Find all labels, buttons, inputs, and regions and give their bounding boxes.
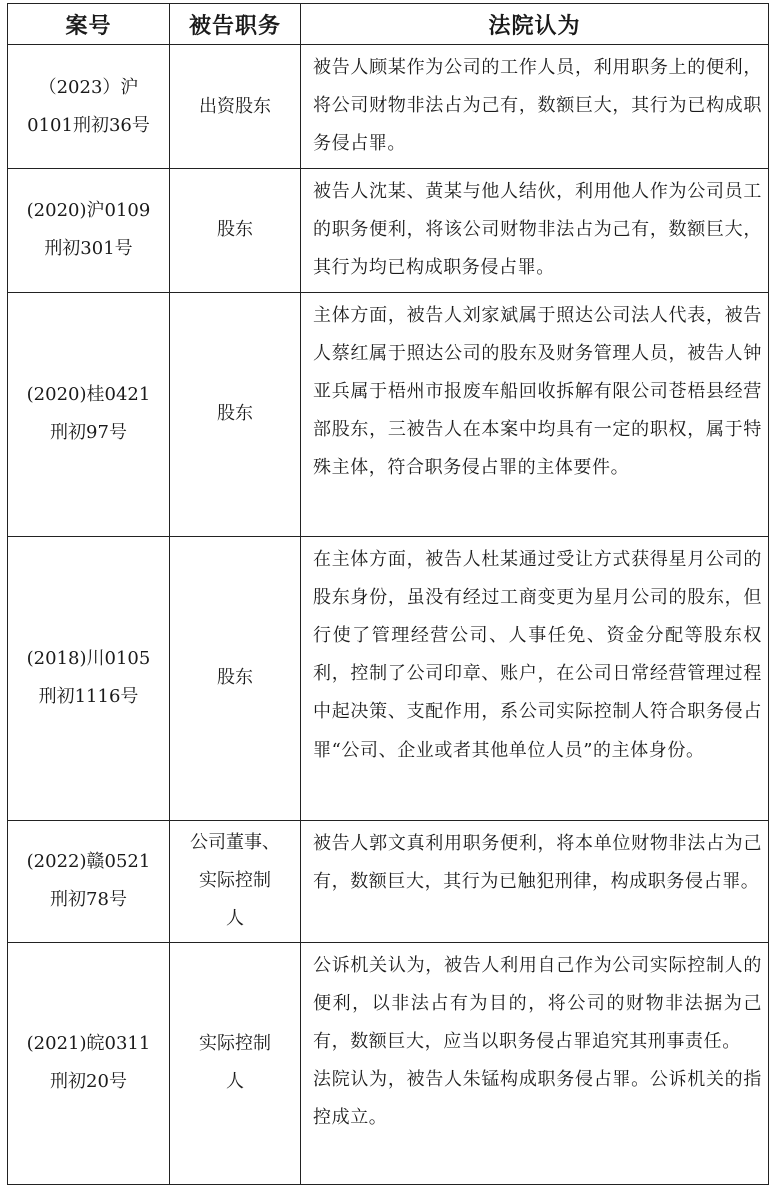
table-row [8, 169, 769, 293]
role-line: 股东 [217, 403, 253, 425]
case-table [7, 3, 769, 1185]
role-line: 人 [226, 1071, 244, 1093]
case-number-line: 刑初1116号 [38, 686, 139, 708]
case-number-line: (2020)沪0109 [26, 200, 151, 222]
case-number-line: 刑初301号 [44, 238, 133, 260]
court-opinion-cell [301, 820, 769, 942]
role-line: 公司董事、 [190, 832, 280, 854]
opinion-paragraph: 在主体方面，被告人杜某通过受让方式获得星月公司的股东身份，虽没有经过工商变更为星月公司的股东，但行使了管理经营公司、人事任免、资金分配等股东权利，控制了公司印章、账户，在公司日常经营管理过程中起决策、支配作用，系公司实际控制人符合职务侵占罪“公司、企业或者其他单位人员”的主体身份。 [313, 548, 762, 761]
case-number-line: (2021)皖0311 [26, 1033, 151, 1055]
case-number-cell [8, 45, 170, 169]
role-line: 实际控制 [199, 1033, 271, 1055]
court-opinion-cell [301, 942, 769, 1184]
defendant-role-cell [170, 169, 301, 293]
opinion-paragraph: 被告人郭文真利用职务便利，将本单位财物非法占为己有，数额巨大，其行为已触犯刑律，构成职务侵占罪。 [313, 832, 762, 892]
opinion-paragraph: 被告人顾某作为公司的工作人员，利用职务上的便利，将公司财物非法占为己有，数额巨大，其行为已构成职务侵占罪。 [313, 57, 762, 155]
role-line: 股东 [217, 219, 253, 241]
case-number-line: 刑初78号 [50, 889, 127, 911]
case-number-line: （2023）沪 [38, 76, 139, 98]
defendant-role-cell [170, 45, 301, 169]
court-opinion-cell [301, 169, 769, 293]
table-row [8, 942, 769, 1184]
case-number-cell [8, 536, 170, 820]
court-opinion-cell [301, 536, 769, 820]
court-opinion-cell [301, 45, 769, 169]
defendant-role-cell [170, 820, 301, 942]
case-number-cell [8, 292, 170, 536]
opinion-paragraph: 主体方面，被告人刘家斌属于照达公司法人代表，被告人蔡红属于照达公司的股东及财务管理人员，被告人钟亚兵属于梧州市报废车船回收拆解有限公司苍梧县经营部股东，三被告人在本案中均具有一定的职权，属于特殊主体，符合职务侵占罪的主体要件。 [313, 304, 762, 479]
case-number-line: (2020)桂0421 [26, 384, 151, 406]
case-number-cell [8, 942, 170, 1184]
defendant-role-cell [170, 536, 301, 820]
case-number-line: (2018)川0105 [26, 648, 151, 670]
role-line: 出资股东 [199, 95, 271, 117]
table-header-row [8, 4, 769, 45]
header-court-opinion: 法院认为 [301, 4, 769, 45]
role-line: 实际控制 [199, 870, 271, 892]
header-case-number: 案号 [8, 4, 170, 45]
case-number-cell [8, 820, 170, 942]
opinion-paragraph: 法院认为，被告人朱锰构成职务侵占罪。公诉机关的指控成立。 [313, 1069, 762, 1129]
table-row [8, 820, 769, 942]
opinion-paragraph: 被告人沈某、黄某与他人结伙，利用他人作为公司员工的职务便利，将该公司财物非法占为己有，数额巨大，其行为均已构成职务侵占罪。 [313, 181, 762, 279]
opinion-paragraph: 公诉机关认为，被告人利用自己作为公司实际控制人的便利，以非法占有为目的，将公司的财物非法据为己有，数额巨大，应当以职务侵占罪追究其刑事责任。 [313, 954, 762, 1053]
header-defendant-role: 被告职务 [170, 4, 301, 45]
defendant-role-cell [170, 292, 301, 536]
role-line: 人 [226, 908, 244, 930]
case-number-line: 刑初20号 [50, 1071, 127, 1093]
case-number-line: (2022)赣0521 [26, 851, 151, 873]
case-number-line: 刑初97号 [50, 422, 127, 444]
case-number-line: 0101刑初36号 [27, 114, 150, 136]
role-line: 股东 [217, 667, 253, 689]
table-row [8, 292, 769, 536]
table-row [8, 536, 769, 820]
case-number-cell [8, 169, 170, 293]
court-opinion-cell [301, 292, 769, 536]
defendant-role-cell [170, 942, 301, 1184]
table-row [8, 45, 769, 169]
